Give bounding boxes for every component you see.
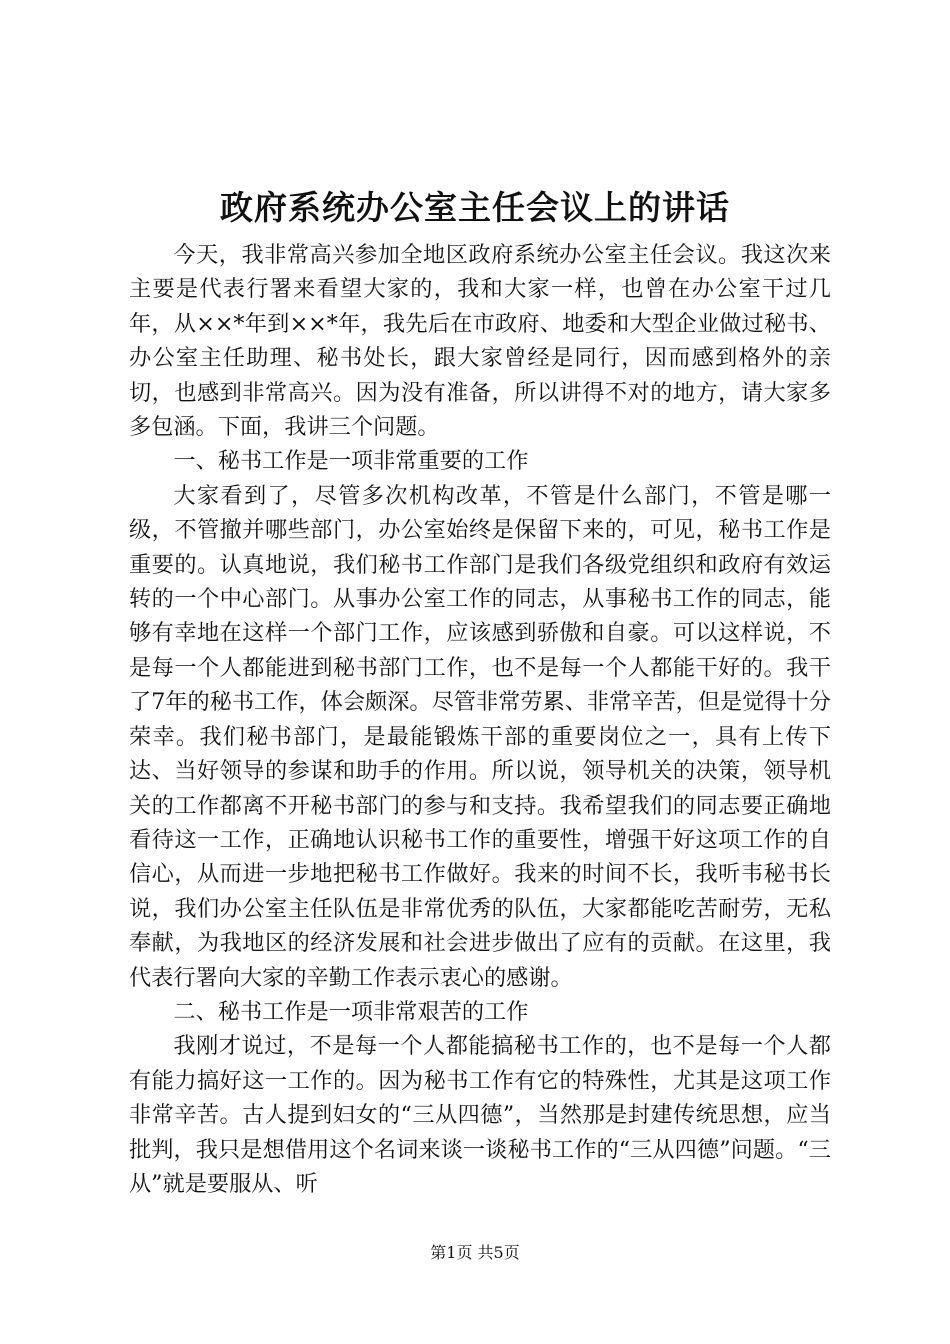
- paragraph-intro: 今天，我非常高兴参加全地区政府系统办公室主任会议。我这次来主要是代表行署来看望大家的，我和大家一样，也曾在办公室干过几年，从××*年到××*年，我先后在市政府、地委和大型企业做过秘书、办公室主任助理、秘书处长，跟大家曾经是同行，因而感到格外的亲切，也感到非常高兴。因为没有准备，所以讲得不对的地方，请大家多多包涵。下面，我讲三个问题。: [129, 242, 831, 441]
- section-heading-2: 二、秘书工作是一项非常艰苦的工作: [173, 998, 529, 1025]
- document-body: [129, 238, 831, 1201]
- page-footer: 第1页 共5页: [430, 1243, 520, 1262]
- section-heading-1: 一、秘书工作是一项非常重要的工作: [173, 448, 529, 475]
- document-title: 政府系统办公室主任会议上的讲话: [220, 188, 730, 227]
- paragraph-section-1: 大家看到了，尽管多次机构改革，不管是什么部门，不管是哪一级，不管撤并哪些部门，办公室始终是保留下来的，可见，秘书工作是重要的。认真地说，我们秘书工作部门是我们各级党组织和政府有效运转的一个中心部门。从事办公室工作的同志，从事秘书工作的同志，能够有幸地在这样一个部门工作，应该感到骄傲和自豪。可以这样说，不是每一个人都能进到秘书部门工作，也不是每一个人都能干好的。我干了7年的秘书工作，体会颇深。尽管非常劳累、非常辛苦，但是觉得十分荣幸。我们秘书部门，是最能锻炼干部的重要岗位之一，具有上传下达、当好领导的参谋和助手的作用。所以说，领导机关的决策，领导机关的工作都离不开秘书部门的参与和支持。我希望我们的同志要正确地看待这一工作，正确地认识秘书工作的重要性，增强干好这项工作的自信心，从而进一步地把秘书工作做好。我来的时间不长，我听韦秘书长说，我们办公室主任队伍是非常优秀的队伍，大家都能吃苦耐劳，无私奉献，为我地区的经济发展和社会进步做出了应有的贡献。在这里，我代表行署向大家的辛勤工作表示衷心的感谢。: [129, 482, 831, 991]
- paragraph-section-2: 我刚才说过，不是每一个人都能搞秘书工作的，也不是每一个人都有能力搞好这一工作的。因为秘书工作有它的特殊性，尤其是这项工作非常辛苦。古人提到妇女的“三从四德”，当然那是封建传统思想，应当批判，我只是想借用这个名词来谈一谈秘书工作的“三从四德”问题。“三从”就是要服从、听: [129, 1033, 831, 1197]
